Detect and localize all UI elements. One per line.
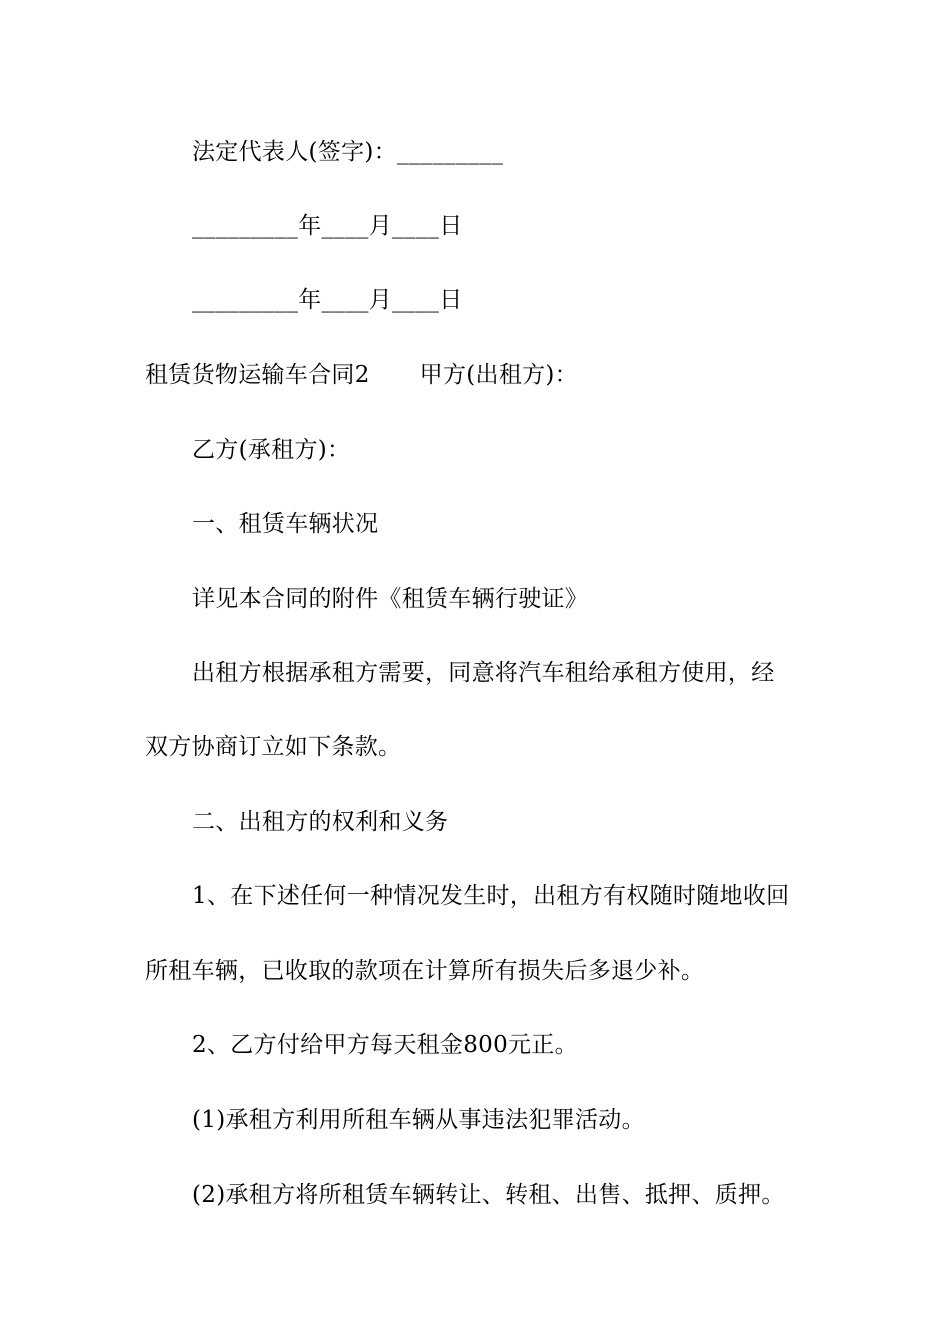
clause-1-text-1: 1、在下述任何一种情况发生时，出租方有权随时随地收回 [192, 883, 790, 909]
section-1-heading [192, 509, 378, 539]
agreement-text-2: 双方协商订立如下条款。 [145, 734, 402, 760]
section-2-heading [192, 807, 448, 837]
section-2-title: 二、出租方的权利和义务 [192, 809, 449, 835]
clause-1-line-1 [192, 881, 789, 911]
sub-clause-2-line [192, 1180, 785, 1210]
clause-1-line-2 [145, 956, 704, 986]
agreement-text-1: 出租方根据承租方需要，同意将汽车租给承租方使用，经 [192, 660, 775, 686]
date-line-1 [192, 211, 463, 241]
party-a-label: 甲方(出租方)： [419, 362, 578, 388]
contract-title: 租赁货物运输车合同2 [145, 362, 370, 388]
clause-1-text-2: 所租车辆，已收取的款项在计算所有损失后多退少补。 [145, 958, 705, 984]
party-b-line [192, 435, 350, 465]
sub-clause-1-line [192, 1105, 645, 1135]
date-text-2: _________年____月____日 [192, 287, 463, 313]
date-line-2 [192, 285, 463, 315]
clause-2-text: 2、乙方付给甲方每天租金800元正。 [192, 1032, 578, 1058]
contract-heading-line [145, 360, 578, 390]
signature-text: 法定代表人(签字)：_________ [192, 139, 504, 165]
date-text-1: _________年____月____日 [192, 213, 463, 239]
sub-clause-2-text: (2)承租方将所租赁车辆转让、转租、出售、抵押、质押。 [192, 1182, 785, 1208]
attachment-text: 详见本合同的附件《租赁车辆行驶证》 [192, 586, 589, 612]
sub-clause-1-text: (1)承租方利用所租车辆从事违法犯罪活动。 [192, 1107, 645, 1133]
paragraph-agreement-line-2 [145, 732, 401, 762]
party-b-label: 乙方(承租方)： [192, 437, 351, 463]
paragraph-agreement-line-1 [192, 658, 775, 688]
clause-2-line [192, 1030, 578, 1060]
section-1-title: 一、租赁车辆状况 [192, 511, 379, 537]
signature-line [192, 137, 503, 167]
paragraph-attachment [192, 584, 588, 614]
